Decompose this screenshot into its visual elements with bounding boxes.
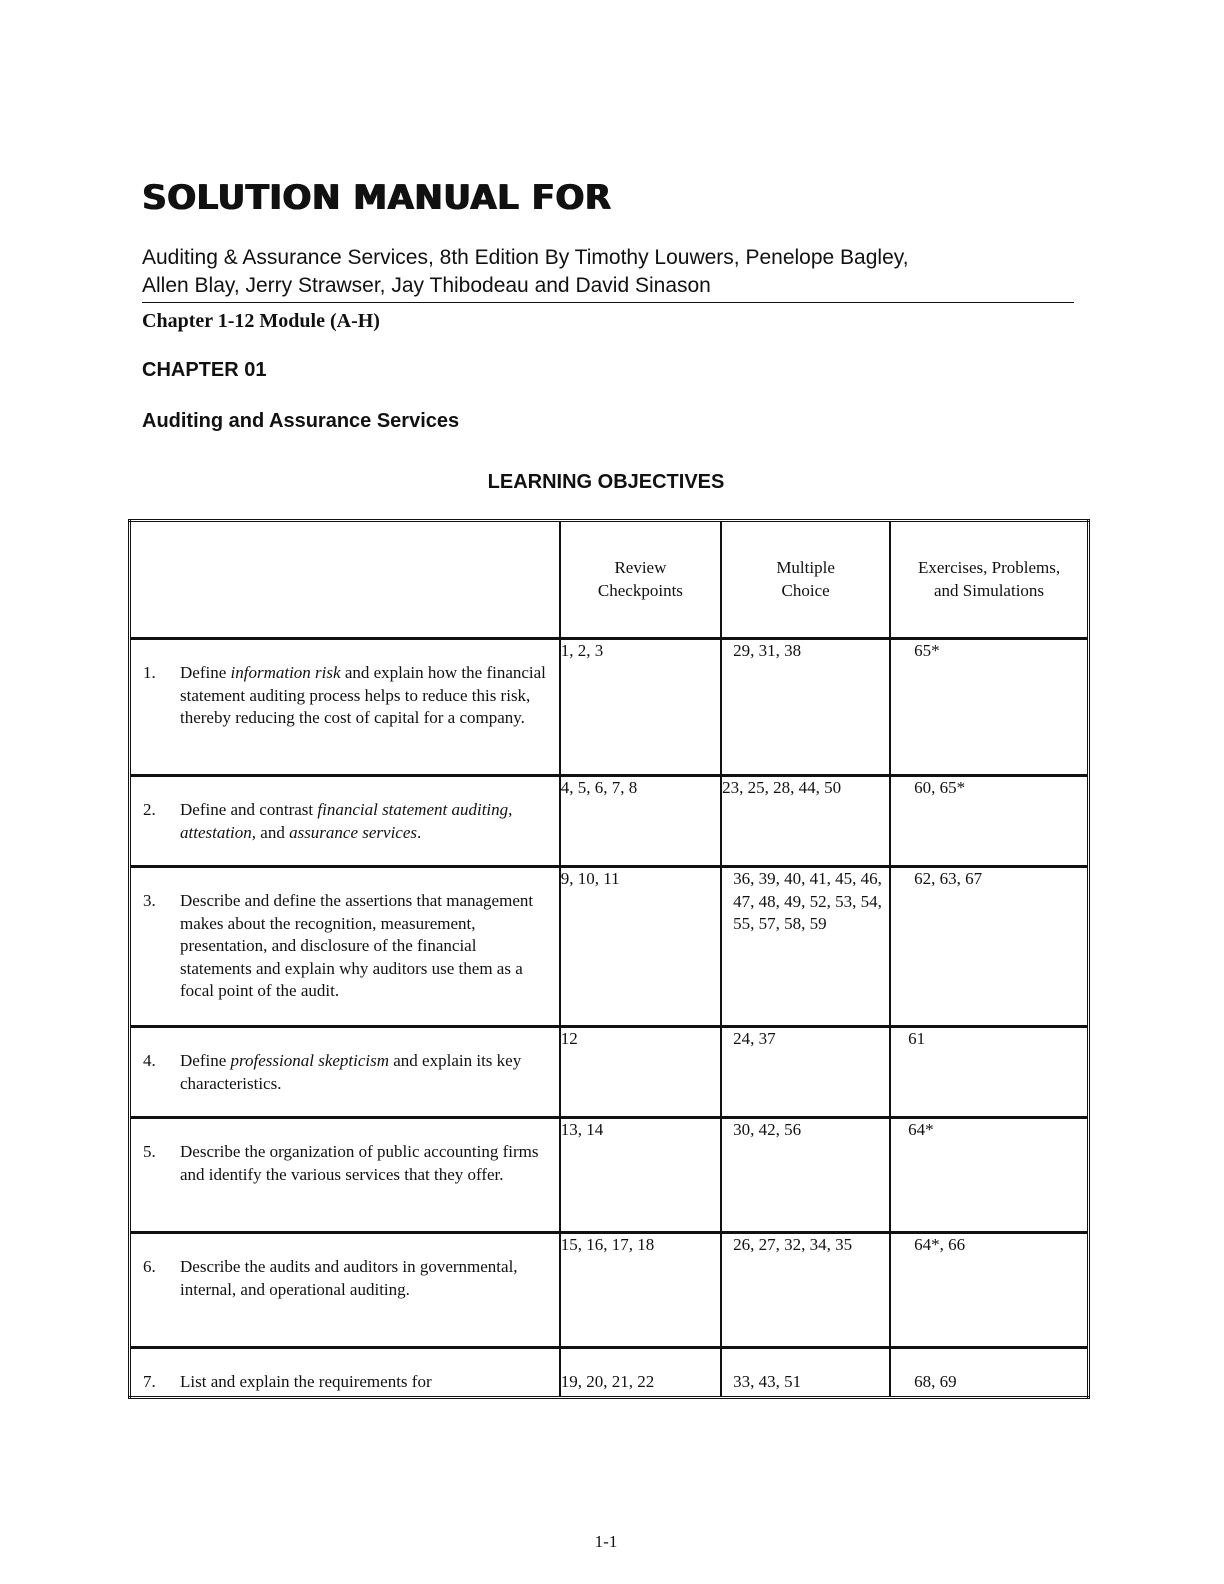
exercises-column-header (890, 521, 1088, 639)
review-checkpoints-cell: 1, 2, 3 (560, 639, 721, 776)
exercises-cell: 62, 63, 67 (890, 867, 1088, 1027)
objective-column-header (130, 521, 560, 639)
table-row (130, 1233, 1089, 1348)
exercises-cell: 64*, 66 (890, 1233, 1088, 1348)
table-row (130, 639, 1089, 776)
chapter-number: CHAPTER 01 (142, 359, 267, 381)
exercises-cell: 64* (890, 1118, 1088, 1233)
review-checkpoints-cell: 15, 16, 17, 18 (560, 1233, 721, 1348)
objective-text: List and explain the requirements for (180, 1372, 432, 1391)
objective-text: Define professional skepticism and explain its key characteristics. (180, 1051, 522, 1093)
objective-number: 6. (143, 1257, 156, 1276)
objective-cell (130, 776, 560, 867)
objective-cell (130, 1233, 560, 1348)
multiple-choice-cell: 30, 42, 56 (721, 1118, 890, 1233)
header-line: and Simulations (934, 580, 1045, 600)
objective-cell (130, 639, 560, 776)
objective-cell (130, 1027, 560, 1118)
multiple-choice-cell: 26, 27, 32, 34, 35 (721, 1233, 890, 1348)
exercises-cell: 60, 65* (890, 776, 1088, 867)
module-heading: Chapter 1-12 Module (A-H) (142, 310, 380, 332)
review-checkpoints-cell: 9, 10, 11 (560, 867, 721, 1027)
review-checkpoints-cell: 19, 20, 21, 22 (560, 1348, 721, 1398)
table-row (130, 1027, 1089, 1118)
learning-objectives-heading: LEARNING OBJECTIVES (487, 471, 725, 493)
table-row (130, 776, 1089, 867)
page-number: 1-1 (594, 1532, 618, 1551)
multiple-choice-cell: 24, 37 (721, 1027, 890, 1118)
table-row (130, 867, 1089, 1027)
table-row (130, 1118, 1089, 1233)
table-header-row (130, 521, 1089, 639)
objective-number: 7. (143, 1372, 156, 1391)
multiple-choice-cell: 36, 39, 40, 41, 45, 46, 47, 48, 49, 52, 53, 54, 55, 57, 58, 59 (721, 867, 890, 1027)
objective-cell (130, 1118, 560, 1233)
review-checkpoints-cell: 12 (560, 1027, 721, 1118)
objective-text: Describe and define the assertions that management makes about the recognition, measurement, presentation, and disclosure of the financial statements and explain why auditors use them as a focal point of the audit. (180, 891, 534, 1000)
review-checkpoints-column-header (560, 521, 721, 639)
exercises-cell: 65* (890, 639, 1088, 776)
objective-text: Describe the audits and auditors in governmental, internal, and operational auditing. (180, 1257, 518, 1299)
header-line: Multiple (776, 558, 835, 577)
exercises-cell: 68, 69 (890, 1348, 1088, 1398)
objective-cell (130, 1348, 560, 1398)
objective-cell (130, 867, 560, 1027)
objective-text: Define and contrast financial statement auditing, attestation, and assurance services. (180, 800, 513, 842)
multiple-choice-column-header (721, 521, 890, 639)
subtitle-line-2: Allen Blay, Jerry Strawser, Jay Thibodeau and David Sinason (142, 274, 711, 297)
main-title: SOLUTION MANUAL FOR (142, 178, 612, 218)
objective-number: 3. (143, 891, 156, 910)
table-row (130, 1348, 1089, 1398)
book-subtitle (142, 244, 1074, 303)
multiple-choice-cell: 29, 31, 38 (721, 639, 890, 776)
header-line: Choice (781, 580, 830, 600)
objective-text: Define information risk and explain how the financial statement auditing process helps to reduce this risk, thereby reducing the cost of capital for a company. (180, 663, 546, 727)
header-line: Exercises, Problems, (917, 558, 1061, 577)
multiple-choice-cell: 23, 25, 28, 44, 50 (721, 776, 890, 867)
objective-number: 4. (143, 1051, 156, 1070)
review-checkpoints-cell: 13, 14 (560, 1118, 721, 1233)
objective-text: Describe the organization of public accounting firms and identify the various services that they offer. (180, 1142, 539, 1184)
exercises-cell: 61 (890, 1027, 1088, 1118)
objective-number: 2. (143, 800, 156, 819)
chapter-title: Auditing and Assurance Services (142, 410, 460, 432)
multiple-choice-cell: 33, 43, 51 (721, 1348, 890, 1398)
header-line: Review (614, 558, 667, 577)
objective-number: 1. (143, 663, 156, 682)
subtitle-line-1: Auditing & Assurance Services, 8th Edition By Timothy Louwers, Penelope Bagley, (142, 246, 909, 269)
header-line: Checkpoints (597, 580, 683, 600)
objective-number: 5. (143, 1142, 156, 1161)
review-checkpoints-cell: 4, 5, 6, 7, 8 (560, 776, 721, 867)
learning-objectives-table (128, 519, 1090, 1399)
